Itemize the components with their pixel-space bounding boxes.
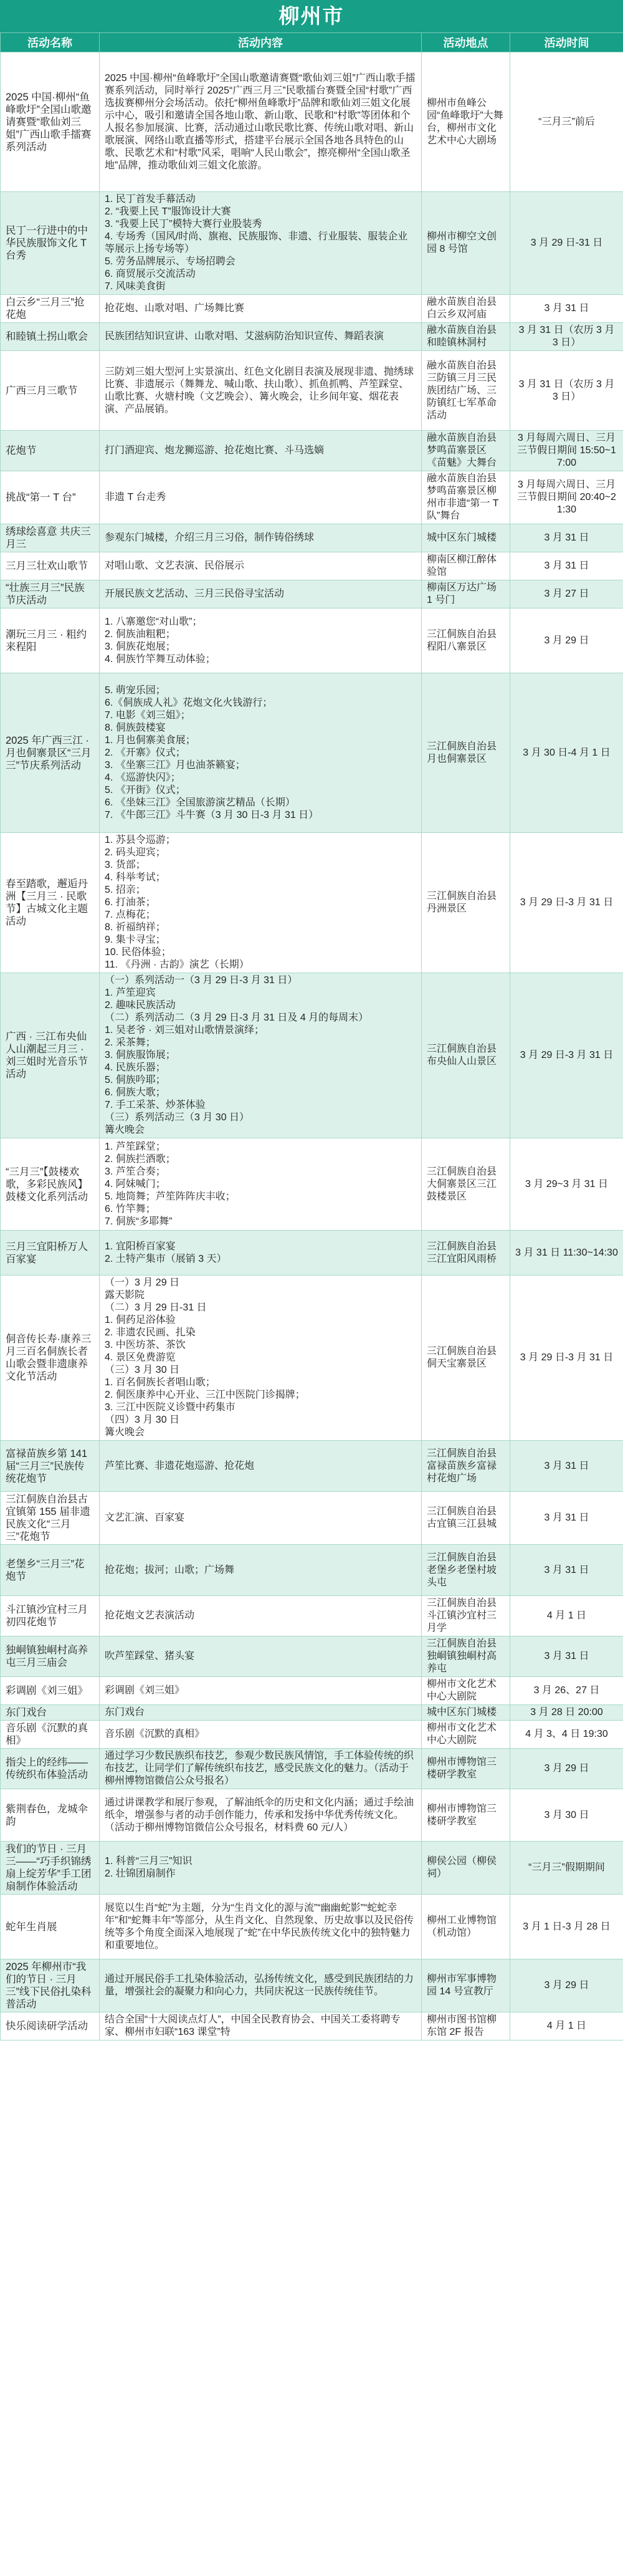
activity-time: 4 月 1 日 (510, 2012, 623, 2040)
activity-name: 指尖上的经纬——传统织布体验活动 (1, 1749, 100, 1789)
table-row (1, 295, 623, 323)
table-row (1, 323, 623, 351)
activity-time: 3 月 30 日 (510, 1789, 623, 1842)
activity-name: 2025 年柳州市“我们的节日 · 三月三”线下民俗扎染科普活动 (1, 1959, 100, 2012)
table-row (1, 192, 623, 295)
activity-place: 融水苗族自治县梦鸣苗寨景区《苗魅》大舞台 (422, 431, 510, 471)
activity-content (100, 351, 422, 431)
activity-content (100, 431, 422, 471)
content-line: 4. 侗族竹竿舞互动体验； (105, 653, 216, 665)
content-line: 7. 电影《刘三姐》； (105, 709, 191, 721)
activity-table (0, 32, 623, 2040)
content-line: 音乐剧《沉默的真相》 (105, 1729, 205, 1739)
activity-content (100, 1677, 422, 1705)
activity-name: 和睦镇土拐山歌会 (1, 323, 100, 351)
content-line: 参观东门城楼，介绍三月三习俗，制作铸俗绣球 (105, 532, 315, 543)
activity-content (100, 973, 422, 1138)
activity-time: 3 月 31 日 (510, 552, 623, 580)
content-line: 3. 芦笙合奏； (105, 1166, 166, 1177)
table-row (1, 471, 623, 524)
activity-name: 潮玩三月三 · 粗约来程阳 (1, 608, 100, 673)
content-line: 3. 《坐寨三江》月也油茶籁宴； (105, 759, 245, 771)
table-row (1, 1959, 623, 2012)
activity-content (100, 1705, 422, 1721)
content-line: 10. 民俗体验； (105, 947, 171, 958)
activity-time: 3 月 31 日 (510, 295, 623, 323)
activity-time: 3 月 29 日 (510, 608, 623, 673)
table-row (1, 1545, 623, 1596)
content-line: 7. 侗族“多耶舞” (105, 1216, 173, 1227)
content-line: （二）3 月 29 日-31 日 (105, 1302, 207, 1313)
activity-place: 柳州市鱼峰公园“鱼峰歌圩”大舞台，柳州市文化艺术中心大剧场 (422, 52, 510, 192)
header-activity-content: 活动内容 (100, 33, 422, 52)
activity-place: 三江侗族自治县侗天宝寨景区 (422, 1276, 510, 1441)
content-line: 2. 壮锦团扇制作 (105, 1868, 176, 1879)
content-line: 2. 趣味民族活动 (105, 1000, 176, 1011)
activity-place: 融水苗族自治县三防镇三月三民族团结广场、三防镇红七军革命活动 (422, 351, 510, 431)
content-line: 5. 招亲； (105, 885, 146, 895)
activity-place: 融水苗族自治县白云乡双河庙 (422, 295, 510, 323)
activity-time: 4 月 3、4 日 19:30 (510, 1721, 623, 1749)
content-line: 1. 吴老爷 · 刘三姐对山歌情景演绎； (105, 1025, 265, 1036)
content-line: （四）3 月 30 日 (105, 1415, 180, 1425)
table-row (1, 1636, 623, 1677)
activity-place: 融水苗族自治县和睦镇林洞村 (422, 323, 510, 351)
table-body (1, 52, 623, 2040)
activity-name: 东门戏台 (1, 1705, 100, 1721)
activity-place: 柳州市图书馆柳东馆 2F 报告 (422, 2012, 510, 2040)
table-row (1, 1276, 623, 1441)
content-line: 吹芦笙踩堂、猪头宴 (105, 1651, 195, 1661)
table-row (1, 1231, 623, 1276)
content-line: 2. 侗族油粗粑； (105, 628, 176, 640)
activity-content (100, 323, 422, 351)
activity-name: 侗音传长寿·康养三月三百名侗族长者山歌会暨非遗康养文化节活动 (1, 1276, 100, 1441)
content-line: 1. 八寨邀您“对山歌”； (105, 616, 202, 627)
table-row (1, 1705, 623, 1721)
activity-name: 2025 中国·柳州“鱼峰歌圩”全国山歌邀请赛暨“歌仙刘三姐”广西山歌手擂赛系列活动 (1, 52, 100, 192)
activity-content (100, 1959, 422, 2012)
activity-content (100, 833, 422, 973)
content-line: 8. 祈福纳祥； (105, 922, 166, 933)
activity-place: 融水苗族自治县梦鸣苗寨景区柳州市非遗“第一 T 队”舞台 (422, 471, 510, 524)
activity-place: 柳州市柳空文创园 8 号馆 (422, 192, 510, 295)
activity-content (100, 1492, 422, 1545)
activity-place: 三江侗族自治县古宜镇三江县城 (422, 1492, 510, 1545)
activity-content (100, 1596, 422, 1636)
activity-time: 3 月每周六周日、三月三节假日期间 20:40~21:30 (510, 471, 623, 524)
activity-place: 三江侗族自治县丹洲景区 (422, 833, 510, 973)
content-line: 4. 科举考试； (105, 872, 166, 883)
content-line: 4. 景区免费游览 (105, 1352, 176, 1363)
activity-name: 彩调剧《刘三姐》 (1, 1677, 100, 1705)
content-line: 通过开展民俗手工扎染体验活动，弘扬传统文化，感受到民族团结的力量，增强社会的凝聚力和向心力，共同庆祝这一民族传统佳节。 (105, 1974, 414, 1997)
content-line: 1. 月也侗寨美食展； (105, 734, 196, 746)
content-line: 3. 侗族花炮展； (105, 641, 176, 652)
activity-name: 独峒镇独峒村高养屯三月三庙会 (1, 1636, 100, 1677)
content-line: 2. 侗族拦酒歌； (105, 1153, 176, 1165)
activity-time: 3 月 31 日 (510, 1636, 623, 1677)
activity-time: 3 月 31 日 11:30~14:30 (510, 1231, 623, 1276)
page-title: 柳州市 (0, 0, 623, 32)
content-line: 展览以生肖“蛇”为主题，分为“生肖文化的源与流”“幽幽蛇影”“蛇蛇幸年”和“蛇舞丰年”等部分，从生肖文化、自然现象、历史故事以及民俗传统等多个角度全面深入地展现了“蛇”在中华民族传统文化中的独特魅力和重要地位。 (105, 1902, 414, 1951)
content-line: 4. 专场秀（国风/时尚、旗袍、民族服饰、非遗、行业服装、服装企业等展示上扬专场等） (105, 231, 408, 254)
activity-name: 老堡乡“三月三”花炮节 (1, 1545, 100, 1596)
content-line: 篝火晚会 (105, 1427, 145, 1438)
content-line: 7. 风味美食街 (105, 281, 166, 292)
activity-name: 三月三宜阳桥万人百家宴 (1, 1231, 100, 1276)
table-row (1, 52, 623, 192)
content-line: 露天影院 (105, 1290, 145, 1300)
activity-place: 柳州市文化艺术中心大剧院 (422, 1677, 510, 1705)
activity-content (100, 1636, 422, 1677)
activity-time: 3 月 29 日-31 日 (510, 192, 623, 295)
content-line: 3. 侗族服饰展； (105, 1050, 176, 1060)
activity-name: 富禄苗族乡第 141 届“三月三”民族传统花炮节 (1, 1441, 100, 1492)
activity-time: 3 月 29 日 (510, 1749, 623, 1789)
activity-place: 三江侗族自治县三江宜阳风雨桥 (422, 1231, 510, 1276)
content-line: 7. 点梅花； (105, 910, 156, 920)
content-line: 6. 《坐妹三江》全国旅游演艺精品（长期） (105, 797, 295, 808)
table-row (1, 1842, 623, 1895)
content-line: 东门戏台 (105, 1707, 145, 1718)
content-line: 开展民族文艺活动、三月三民俗寻宝活动 (105, 589, 285, 599)
content-line: 3. 三江中医院义诊暨中药集市 (105, 1402, 235, 1413)
content-line: 5. 劳务品牌展示、专场招聘会 (105, 256, 235, 267)
table-row (1, 1677, 623, 1705)
activity-name: 斗江镇沙宜村三月初四花炮节 (1, 1596, 100, 1636)
table-header-row (1, 33, 623, 52)
content-line: 打门酒迎宾、炮龙狮巡游、抢花炮比赛、斗马选嫡 (105, 445, 325, 456)
header-activity-time: 活动时间 (510, 33, 623, 52)
activity-time: 3 月 31 日 (510, 1545, 623, 1596)
table-row (1, 1895, 623, 1959)
activity-content (100, 1276, 422, 1441)
content-line: 5. 《开街》仪式； (105, 784, 186, 795)
content-line: 1. 宜阳桥百家宴 (105, 1241, 176, 1252)
content-line: 1. 苏县令巡游； (105, 835, 176, 845)
activity-place: 城中区东门城楼 (422, 524, 510, 552)
table-row (1, 1596, 623, 1636)
content-line: 2. 码头迎宾； (105, 847, 166, 858)
activity-content (100, 580, 422, 608)
table-row (1, 973, 623, 1138)
activity-content (100, 52, 422, 192)
content-line: 2. “我要上民 T”服饰设计大赛 (105, 206, 231, 217)
content-line: 彩调剧《刘三姐》 (105, 1685, 185, 1696)
content-line: 1. 民丁首发手幕活动 (105, 194, 196, 204)
table-row (1, 608, 623, 673)
table-row (1, 351, 623, 431)
content-line: （三）系列活动三（3 月 30 日） (105, 1112, 250, 1123)
table-row (1, 2012, 623, 2040)
activity-content (100, 1138, 422, 1231)
activity-content (100, 1545, 422, 1596)
content-line: 通过讲课教学和展厅参观，了解油纸伞的历史和文化内涵；通过手绘油纸伞，增强参与者的动手创作能力，传承和发扬中华优秀传统文化。（活动于柳州博物馆微信公众号报名，材料费 60 元/人） (105, 1797, 414, 1833)
table-row (1, 431, 623, 471)
content-line: 1. 芦笙踩堂； (105, 1141, 166, 1152)
table-row (1, 1789, 623, 1842)
activity-name: 2025 年广西三江 · 月也侗寨景区“三月三”节庆系列活动 (1, 673, 100, 833)
activity-time: 3 月 1 日-3 月 28 日 (510, 1895, 623, 1959)
header-activity-place: 活动地点 (422, 33, 510, 52)
activity-time: 3 月 31 日 (510, 1441, 623, 1492)
content-line: 芦笙比赛、非遗花炮巡游、抢花炮 (105, 1460, 255, 1471)
content-line: 4. 阿妹喊门； (105, 1178, 166, 1189)
content-line: 7. 《牛郎三江》斗牛赛（3 月 30 日-3 月 31 日） (105, 809, 319, 820)
content-line: 通过学习少数民族织布技艺，参观少数民族风情馆，手工体验传统的织布技艺，让同学们了解传统织布技艺，感受民族文化的魅力。（活动于柳州博物馆微信公众号报名） (105, 1751, 414, 1786)
activity-content (100, 524, 422, 552)
activity-time: 3 月 31 日（农历 3 月 3 日） (510, 351, 623, 431)
activity-time: 3 月 31 日（农历 3 月 3 日） (510, 323, 623, 351)
activity-content (100, 1842, 422, 1895)
activity-time: 3 月 30 日-4 月 1 日 (510, 673, 623, 833)
content-line: 2025 中国·柳州“鱼峰歌圩”全国山歌邀请赛暨“歌仙刘三姐”广西山歌手擂赛系列活动，同时举行 2025“广西三月三”民歌擂台赛暨全国“村歌”广西选拔赛柳州分会场活动。依托“柳州鱼峰歌圩”品牌和歌仙刘三姐文化展示中心，吸引和邀请全国各地山歌、新山歌、民歌和“村歌”等团体和个人报名参加展演、比赛，活动通过山歌民歌比赛、传统山歌对唱、新山歌展演、网络山歌直播等形式，搭建平台展示全国各地各具特色的山歌、民歌艺术和“村歌”风采，唱响“人民山歌会”，擦亮柳州“全国山歌圣地”品牌，推动歌仙刘三姐文化旅游。 (105, 72, 416, 171)
content-line: 非遗 T 台走秀 (105, 492, 166, 502)
activity-name: 花炮节 (1, 431, 100, 471)
activity-time: 3 月 26、27 日 (510, 1677, 623, 1705)
content-line: 文艺汇演、百家宴 (105, 1512, 185, 1523)
content-line: 1. 侗药足浴体验 (105, 1315, 176, 1325)
activity-place: 城中区东门城楼 (422, 1705, 510, 1721)
content-line: 三防刘三姐大型河上实景演出、红色文化剧目表演及展现非遗、抛绣球比赛、非遗展示（舞舞龙、喊山歌、扶山歌）、抓鱼抓鸭、芦笙踩堂、山歌比赛、火塘村晚（文艺晚会）、篝火晚会，让乡间年宴、烟花表演、产品展销。 (105, 366, 414, 415)
activity-place: 三江侗族自治县富禄苗族乡富禄村花炮广场 (422, 1441, 510, 1492)
table-row (1, 673, 623, 833)
content-line: 对唱山歌、文艺表演、民俗展示 (105, 560, 245, 571)
content-line: 5. 萌宠乐园； (105, 685, 166, 696)
table-row (1, 1721, 623, 1749)
activity-content (100, 1441, 422, 1492)
content-line: 4. 民族乐器； (105, 1062, 166, 1073)
content-line: （二）系列活动二（3 月 29 日-3 月 31 日及 4 月的每周末） (105, 1012, 369, 1023)
activity-place: 三江侗族自治县布央仙人山景区 (422, 973, 510, 1138)
table-row (1, 580, 623, 608)
content-line: 2. 采茶舞； (105, 1037, 156, 1048)
content-line: 5. 侗族吟耶； (105, 1075, 166, 1085)
activity-time: 3 月 27 日 (510, 580, 623, 608)
activity-name: 音乐剧《沉默的真相》 (1, 1721, 100, 1749)
content-line: （一）3 月 29 日 (105, 1277, 180, 1288)
activity-name: 三江侗族自治县古宜镇第 155 届非遗民族文化“三月三”花炮节 (1, 1492, 100, 1545)
content-line: 抢花炮；拔河；山歌；广场舞 (105, 1564, 235, 1575)
activity-name: 白云乡“三月三”抢花炮 (1, 295, 100, 323)
activity-content (100, 1721, 422, 1749)
content-line: 5. 地筒舞；芦笙阵阵庆丰收； (105, 1191, 235, 1202)
content-line: 1. 芦笙迎宾 (105, 988, 156, 998)
content-line: 8. 侗族鼓楼宴 (105, 722, 166, 733)
activity-time: 4 月 1 日 (510, 1596, 623, 1636)
activity-time: 3 月每周六周日、三月三节假日期间 15:50~17:00 (510, 431, 623, 471)
activity-time: 3 月 28 日 20:00 (510, 1705, 623, 1721)
activity-time: “三月三”假期期间 (510, 1842, 623, 1895)
content-line: 2. 侗医康养中心开业、三江中医院门诊揭牌； (105, 1390, 305, 1400)
activity-time: 3 月 29 日-3 月 31 日 (510, 1276, 623, 1441)
table-row (1, 1492, 623, 1545)
content-line: 2. 土特产集市（展销 3 天） (105, 1253, 227, 1264)
content-line: 9. 集卡寻宝； (105, 935, 166, 945)
activity-content (100, 1749, 422, 1789)
content-line: 6. 商贸展示交流活动 (105, 269, 196, 279)
content-line: 篝火晚会 (105, 1125, 145, 1135)
activity-time: “三月三”前后 (510, 52, 623, 192)
table-row (1, 552, 623, 580)
table-row (1, 833, 623, 973)
content-line: 3. “我要上民丁”模特大赛行业股装秀 (105, 219, 262, 229)
activity-place: 柳州工业博物馆（机动馆） (422, 1895, 510, 1959)
activity-time: 3 月 29~3 月 31 日 (510, 1138, 623, 1231)
activity-place: 柳州市博物馆三楼研学教室 (422, 1789, 510, 1842)
activity-name: 紫荆春色，龙城伞韵 (1, 1789, 100, 1842)
activity-content (100, 1895, 422, 1959)
content-line: 抢花炮文艺表演活动 (105, 1610, 195, 1621)
content-line: 结合全国“十大阅读点灯人”，中国全民教育协会、中国关工委将聘专家、柳州市妇联“163 课堂”特 (105, 2014, 401, 2037)
header-activity-name: 活动名称 (1, 33, 100, 52)
activity-content (100, 2012, 422, 2040)
activity-content (100, 673, 422, 833)
content-line: 民族团结知识宣讲、山歌对唱、艾滋病防治知识宣传、舞蹈表演 (105, 331, 384, 342)
activity-time: 3 月 31 日 (510, 1492, 623, 1545)
activity-content (100, 295, 422, 323)
activity-place: 柳南区柳江醉体验馆 (422, 552, 510, 580)
activity-content (100, 1789, 422, 1842)
activity-name: 三月三壮欢山歌节 (1, 552, 100, 580)
activity-time: 3 月 31 日 (510, 524, 623, 552)
content-line: 抢花炮、山歌对唱、广场舞比赛 (105, 303, 245, 314)
activity-place: 柳州市军事博物园 14 号宣教厅 (422, 1959, 510, 2012)
activity-name: 民丁一行进中的中华民族服饰文化 T 台秀 (1, 192, 100, 295)
content-line: （三）3 月 30 日 (105, 1365, 180, 1375)
content-line: 1. 科普“三月三”知识 (105, 1856, 193, 1867)
activity-place: 三江侗族自治县老堡乡老堡村坡头屯 (422, 1545, 510, 1596)
activity-time: 3 月 29 日 (510, 1959, 623, 2012)
activity-name: “三月三”【鼓楼欢歌，多彩民族风】鼓楼文化系列活动 (1, 1138, 100, 1231)
activity-name: 广西 · 三江布央仙人山潮起三月三 · 刘三姐时光音乐节活动 (1, 973, 100, 1138)
activity-place: 柳侯公园（柳侯祠） (422, 1842, 510, 1895)
activity-place: 柳州市文化艺术中心大剧院 (422, 1721, 510, 1749)
table-row (1, 524, 623, 552)
activity-place: 三江侗族自治县月也侗寨景区 (422, 673, 510, 833)
activity-time: 3 月 29 日-3 月 31 日 (510, 973, 623, 1138)
content-line: 7. 手工采茶、炒茶体验 (105, 1100, 206, 1110)
activity-content (100, 1231, 422, 1276)
activity-place: 三江侗族自治县程阳八寨景区 (422, 608, 510, 673)
table-row (1, 1138, 623, 1231)
content-line: 6. 打油茶； (105, 897, 156, 908)
content-line: 2. 非遗农民画、扎染 (105, 1327, 196, 1338)
activity-place: 三江侗族自治县斗江镇沙宜村三月学 (422, 1596, 510, 1636)
content-line: （一）系列活动一（3 月 29 日-3 月 31 日） (105, 975, 298, 986)
activity-place: 三江侗族自治县大侗寨景区三江鼓楼景区 (422, 1138, 510, 1231)
content-line: 2. 《开寨》仪式； (105, 747, 186, 758)
activity-name: 蛇年生肖展 (1, 1895, 100, 1959)
activity-name: 挑战“第一 T 台” (1, 471, 100, 524)
activity-place: 柳州市博物馆三楼研学教室 (422, 1749, 510, 1789)
activity-name: 春至踏歌，邂逅丹洲【三月三 · 民歌节】古城文化主题活动 (1, 833, 100, 973)
activity-name: 绣球绘喜意 共庆三月三 (1, 524, 100, 552)
activity-name: 快乐阅读研学活动 (1, 2012, 100, 2040)
activity-content (100, 552, 422, 580)
activity-place: 三江侗族自治县独峒镇独峒村高养屯 (422, 1636, 510, 1677)
activity-time: 3 月 29 日-3 月 31 日 (510, 833, 623, 973)
activity-name: 我们的节日 · 三月三——“巧手织锦绣 扇上绽芳华”手工团扇制作体验活动 (1, 1842, 100, 1895)
activity-place: 柳南区万达广场 1 号门 (422, 580, 510, 608)
content-line: 4. 《巡游快闪》； (105, 772, 181, 783)
content-line: 3. 货部； (105, 860, 146, 870)
content-line: 6.《侗族成人礼》花炮文化火钱游行； (105, 697, 273, 708)
activity-name: “壮族三月三”民族节庆活动 (1, 580, 100, 608)
table-row (1, 1749, 623, 1789)
content-line: 1. 百名侗族长者唱山歌； (105, 1377, 216, 1388)
content-line: 6. 侗族大歌； (105, 1087, 166, 1098)
activity-content (100, 471, 422, 524)
activity-content (100, 608, 422, 673)
content-line: 11. 《丹洲 · 古韵》演艺（长期） (105, 959, 249, 970)
activity-name: 广西三月三歌节 (1, 351, 100, 431)
content-line: 6. 竹竿舞； (105, 1203, 156, 1214)
content-line: 3. 中医坊茶、茶饮 (105, 1340, 186, 1350)
activity-content (100, 192, 422, 295)
table-row (1, 1441, 623, 1492)
